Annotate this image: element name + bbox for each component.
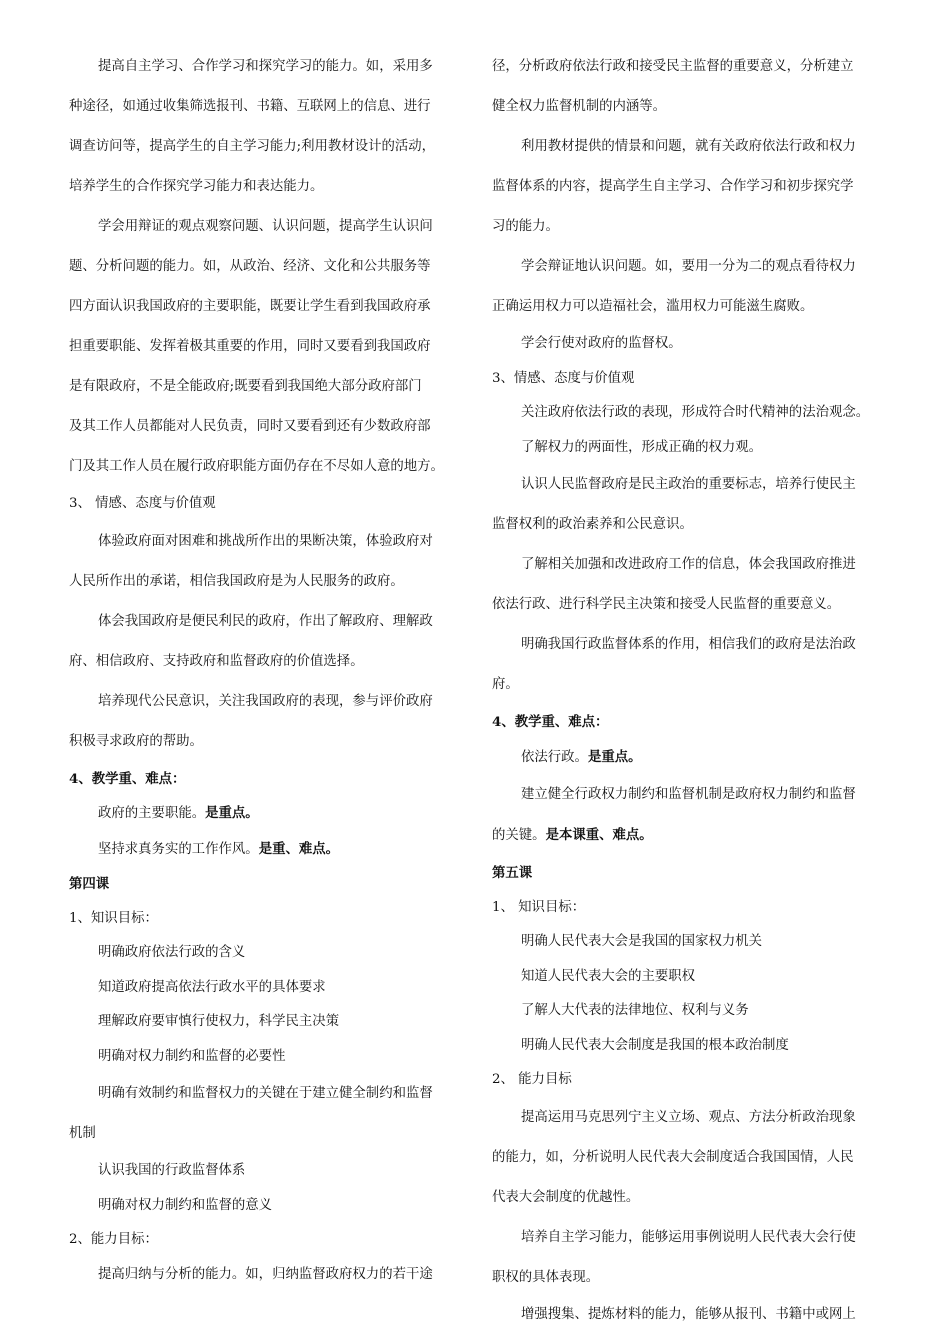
paragraph-dialectics [69, 207, 467, 487]
text-line: 认识人民监督政府是民主政治的重要标志，培养行使民主 [521, 477, 856, 492]
heading-key-points: 4、教学重、难点： [69, 770, 186, 787]
paragraph-power: 了解权力的两面性，形成正确的权力观。 [521, 439, 763, 455]
text-line: 建立健全行政权力制约和监督机制是政府权力制约和监督 [521, 787, 856, 802]
list-item: 理解政府要审慎行使权力，科学民主决策 [98, 1014, 340, 1029]
key-point-text: 依法行政。 [521, 749, 588, 765]
list-item: 知道政府提高依法行政水平的具体要求 [98, 979, 326, 995]
key-point-text: 坚持求真务实的工作作风。 [98, 841, 259, 857]
lesson-4-title: 第四课 [69, 876, 110, 892]
heading-key-points: 4、教学重、难点： [492, 714, 609, 730]
key-point-administration [492, 740, 892, 776]
text-line: 习的能力。 [492, 219, 559, 234]
text-line: 及其工作人员都能对人民负责，同时又要看到还有少数政府部 [69, 419, 431, 434]
text-line: 担重要职能、发挥着极其重要的作用，同时又要看到我国政府 [69, 339, 431, 354]
paragraph-citizen [69, 682, 467, 762]
text-line: 健全权力监督机制的内涵等。 [492, 99, 667, 114]
key-point-label: 是重、难点。 [258, 840, 340, 857]
text-line: 四方面认识我国政府的主要职能，既要让学生看到我国政府承 [69, 299, 431, 314]
heading-ability: 2、 能力目标 [492, 1072, 572, 1087]
list-item: 明确人民代表大会是我国的国家权力机关 [521, 934, 763, 949]
paragraph-textbook [492, 127, 892, 247]
left-column [69, 47, 467, 1292]
heading-ability: 2、能力目标： [69, 1232, 158, 1247]
text-line: 门及其工作人员在履行政府职能方面仍存在不尽如人意的地方。 [69, 459, 444, 474]
text-line: 府。 [492, 677, 519, 692]
text-line: 明确有效制约和监督权力的关键在于建立健全制约和监督 [98, 1086, 433, 1101]
text-line: 府、相信政府、支持政府和监督政府的价值选择。 [69, 653, 364, 669]
paragraph-rule-of-law [492, 625, 892, 705]
paragraph-law: 关注政府依法行政的表现，形成符合时代精神的法治观念。 [521, 405, 870, 420]
text-line: 体会我国政府是便民利民的政府，作出了解政府、理解政 [98, 613, 433, 629]
text-line: 明确我国行政监督体系的作用，相信我们的政府是法治政 [521, 637, 856, 652]
text-line: 题、分析问题的能力。如，从政治、经济、文化和公共服务等 [69, 259, 431, 274]
text-line: 提高自主学习、合作学习和探究学习的能力。如，采用多 [98, 59, 433, 74]
list-item: 明确对权力制约和监督的必要性 [98, 1048, 286, 1064]
text-line: 体验政府面对困难和挑战所作出的果断决策，体验政府对 [98, 533, 433, 549]
list-item [69, 1074, 467, 1154]
paragraph-self-learning [492, 1218, 892, 1298]
heading-knowledge: 1、知识目标： [69, 910, 158, 926]
text-line: 调查访问等，提高学生的自主学习能力;利用教材设计的活动， [69, 139, 436, 154]
list-item: 知道人民代表大会的主要职权 [521, 968, 696, 984]
list-item: 明确人民代表大会制度是我国的根本政治制度 [521, 1037, 789, 1053]
text-line: 是有限政府，不是全能政府;既要看到我国绝大部分政府部门 [69, 379, 422, 394]
key-point-functions [69, 796, 467, 832]
text-line: 监督权利的政治素养和公民意识。 [492, 517, 693, 532]
list-item: 认识我国的行政监督体系 [98, 1163, 246, 1178]
text-line: 利用教材提供的情景和问题，就有关政府依法行政和权力 [521, 139, 856, 154]
paragraph-appreciate [69, 602, 467, 682]
paragraph-experience [69, 522, 467, 602]
key-point-mechanism [492, 775, 892, 856]
heading-attitude: 3、 情感、态度与价值观 [69, 496, 216, 511]
paragraph-improve [492, 545, 892, 625]
text-line: 依法行政、进行科学民主决策和接受人民监督的重要意义。 [492, 597, 841, 612]
text-line: 代表大会制度的优越性。 [492, 1189, 640, 1205]
list-item: 明确对权力制约和监督的意义 [98, 1197, 273, 1213]
paragraph-self-study [69, 47, 467, 207]
text-line: 积极寻求政府的帮助。 [69, 733, 203, 749]
list-item: 了解人大代表的法律地位、权利与义务 [521, 1003, 749, 1018]
heading-knowledge: 1、 知识目标： [492, 899, 586, 915]
right-column [492, 47, 892, 1332]
key-point-label: 是重点。 [205, 805, 259, 821]
text-line: 学会辩证地认识问题。如，要用一分为二的观点看待权力 [521, 259, 856, 274]
text-line: 提高运用马克思列宁主义立场、观点、方法分析政治现象 [521, 1109, 856, 1125]
paragraph-supervise: 学会行使对政府的监督权。 [521, 336, 682, 351]
key-point-text: 政府的主要职能。 [98, 806, 206, 821]
text-line: 监督体系的内容，提高学生自主学习、合作学习和初步探究学 [492, 179, 854, 194]
paragraph-marxism [492, 1098, 892, 1218]
text-line: 机制 [69, 1126, 96, 1141]
paragraph-dialectical [492, 247, 892, 327]
key-point-label: 是本课重、难点。 [545, 827, 653, 843]
text-line: 正确运用权力可以造福社会，滥用权力可能滋生腐败。 [492, 299, 814, 314]
text-line: 培养现代公民意识，关注我国政府的表现，参与评价政府 [98, 693, 433, 709]
text-line: 培养自主学习能力，能够运用事例说明人民代表大会行使 [521, 1229, 856, 1245]
lesson-5-title: 第五课 [492, 865, 533, 881]
text-line: 培养学生的合作探究学习能力和表达能力。 [69, 179, 324, 194]
key-point-text: 的关键。 [492, 828, 546, 843]
text-line [492, 815, 892, 856]
paragraph-continued [492, 47, 892, 127]
text-line: 职权的具体表现。 [492, 1269, 600, 1285]
key-point-label: 是重点。 [587, 748, 642, 765]
key-point-style [69, 832, 467, 868]
list-item: 明确政府依法行政的含义 [98, 945, 246, 960]
text-line: 径，分析政府依法行政和接受民主监督的重要意义，分析建立 [492, 59, 854, 74]
paragraph-induction: 提高归纳与分析的能力。如，归纳监督政府权力的若干途 [98, 1266, 433, 1282]
text-line: 了解相关加强和改进政府工作的信息，体会我国政府推进 [521, 557, 856, 572]
text-line: 的能力，如，分析说明人民代表大会制度适合我国国情，人民 [492, 1149, 854, 1165]
heading-attitude: 3、情感、态度与价值观 [492, 370, 635, 386]
text-line: 种途径，如通过收集筛选报刊、书籍、互联网上的信息、进行 [69, 99, 431, 114]
text-line: 人民所作出的承诺，相信我国政府是为人民服务的政府。 [69, 573, 404, 589]
paragraph-democracy [492, 465, 892, 545]
paragraph-materials: 增强搜集、提炼材料的能力，能够从报刊、书籍中或网上 [521, 1306, 856, 1322]
text-line: 学会用辩证的观点观察问题、认识问题，提高学生认识问 [98, 219, 433, 234]
